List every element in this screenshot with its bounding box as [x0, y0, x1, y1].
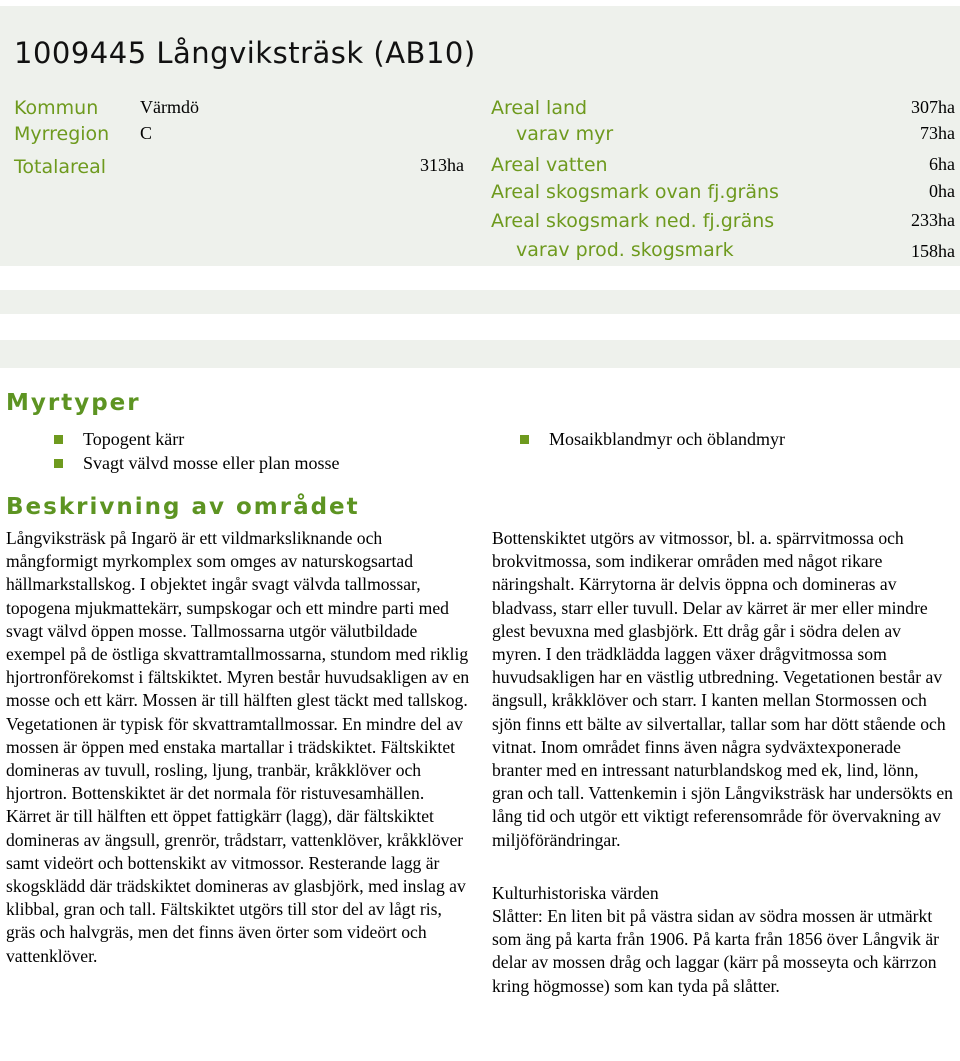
skog-ned-value: 233ha — [911, 210, 955, 230]
list-item: Svagt välvd mosse eller plan mosse — [50, 451, 339, 475]
list-item: Topogent kärr — [50, 427, 339, 451]
skog-ovan-label: Areal skogsmark ovan fj.gräns — [491, 181, 779, 203]
totalareal-value: 313ha — [420, 155, 464, 175]
areal-land-value: 307ha — [911, 97, 955, 117]
description-right-column — [492, 527, 954, 998]
divider-band — [0, 290, 960, 314]
totalareal-label: Totalareal — [14, 156, 107, 178]
bullet-square-icon — [54, 459, 63, 468]
myrregion-value: C — [140, 123, 153, 143]
myrregion-label: Myrregion — [14, 123, 110, 145]
description-paragraph: Bottenskiktet utgörs av vitmossor, bl. a. spärrvitmossa och brokvitmossa, som indikerar områden med något rikare näringshalt. Kärrytorna är delvis öppna och domineras av bladvass, starr eller tuvull. Delar av kärret är mer eller mindre glest bevuxna med glasbjörk. Ett dråg går i södra delen av myren. I den trädklädda laggen växer drågvitmossa som huvudsakligen har en västlig utbredning. Vegetationen består av ängsull, kråkklöver och starr. I kanten mellan Stormossen och sjön finns ett bälte av silvertallar, tallar som har dött stående och vitnat. Inom området finns även några sydväxtexponerade branter med en intressant naturblandskog med ek, lind, lönn, gran och tall. Vattenkemin i sjön Långviksträsk har undersökts en lång tid och utgör ett viktigt referensområde för övervakning av miljöförändringar. — [492, 528, 953, 850]
skog-ovan-value: 0ha — [929, 181, 955, 201]
skog-ned-label: Areal skogsmark ned. fj.gräns — [491, 210, 775, 232]
kultur-heading: Kulturhistoriska värden — [492, 882, 659, 903]
description-left-column — [6, 527, 472, 968]
kultur-paragraph: Slåtter: En liten bit på västra sidan av södra mossen är utmärkt som äng på karta från 1906. På karta från 1856 över Långvik är delar av mossen dråg och laggar (kärr på mosseyta och kärrzon kring högmosse) som kan tyda på slåtter. — [492, 906, 940, 996]
myrtyper-heading: Myrtyper — [6, 390, 141, 416]
beskrivning-heading: Beskrivning av området — [6, 494, 360, 520]
prod-skog-label: varav prod. skogsmark — [516, 239, 734, 261]
varav-myr-value: 73ha — [920, 123, 955, 143]
prod-skog-value: 158ha — [911, 241, 955, 261]
myrtyper-list-left — [50, 427, 339, 475]
page-title: 1009445 Långviksträsk (AB10) — [14, 36, 476, 70]
description-paragraph: Långviksträsk på Ingarö är ett vildmarksliknande och mångformigt myrkomplex som omges av naturskogsartad hällmarkstallskog. I objektet ingår svagt välvda tallmossar, topogena mjukmattekärr, sumpskogar och ett mindre parti med svagt välvd öppen mosse. Tallmossarna utgör välutbildade exempel på de östliga skvattramtallmossarna, stundom med riklig hjortronförekomst i fältskiktet. Myren består huvudsakligen av en mosse och ett kärr. Mossen är till hälften glest täckt med tallskog. Vegetationen är typisk för skvattramtallmossar. En mindre del av mossen är öppen med enstaka martallar i trädskiktet. Fältskiktet domineras av tuvull, rosling, ljung, tranbär, kråkklöver och hjortron. Bottenskiktet är det normala för ristuvesamhällen. Kärret är till hälften ett öppet fattigkärr (lagg), där fältskiktet domineras av ängsull, grenrör, trådstarr, vattenklöver, kråkklöver samt videört och bottenskikt av vitmossor. Resterande lagg är skogsklädd där trädskiktet domineras av glasbjörk, med inslag av klibbal, gran och tall. Fältskiktet utgörs till stor del av lågt ris, gräs och halvgräs, men det finns även örter som videört och vattenklöver. — [6, 528, 470, 966]
kommun-label: Kommun — [14, 97, 99, 119]
divider-band — [0, 340, 960, 368]
kommun-value: Värmdö — [140, 97, 199, 117]
list-item: Mosaikblandmyr och öblandmyr — [516, 427, 785, 451]
bullet-square-icon — [54, 435, 63, 444]
areal-vatten-label: Areal vatten — [491, 154, 608, 176]
areal-vatten-value: 6ha — [929, 154, 955, 174]
myrtyper-list-right — [516, 427, 785, 451]
bullet-square-icon — [520, 435, 529, 444]
areal-land-label: Areal land — [491, 97, 588, 119]
varav-myr-label: varav myr — [516, 123, 614, 145]
